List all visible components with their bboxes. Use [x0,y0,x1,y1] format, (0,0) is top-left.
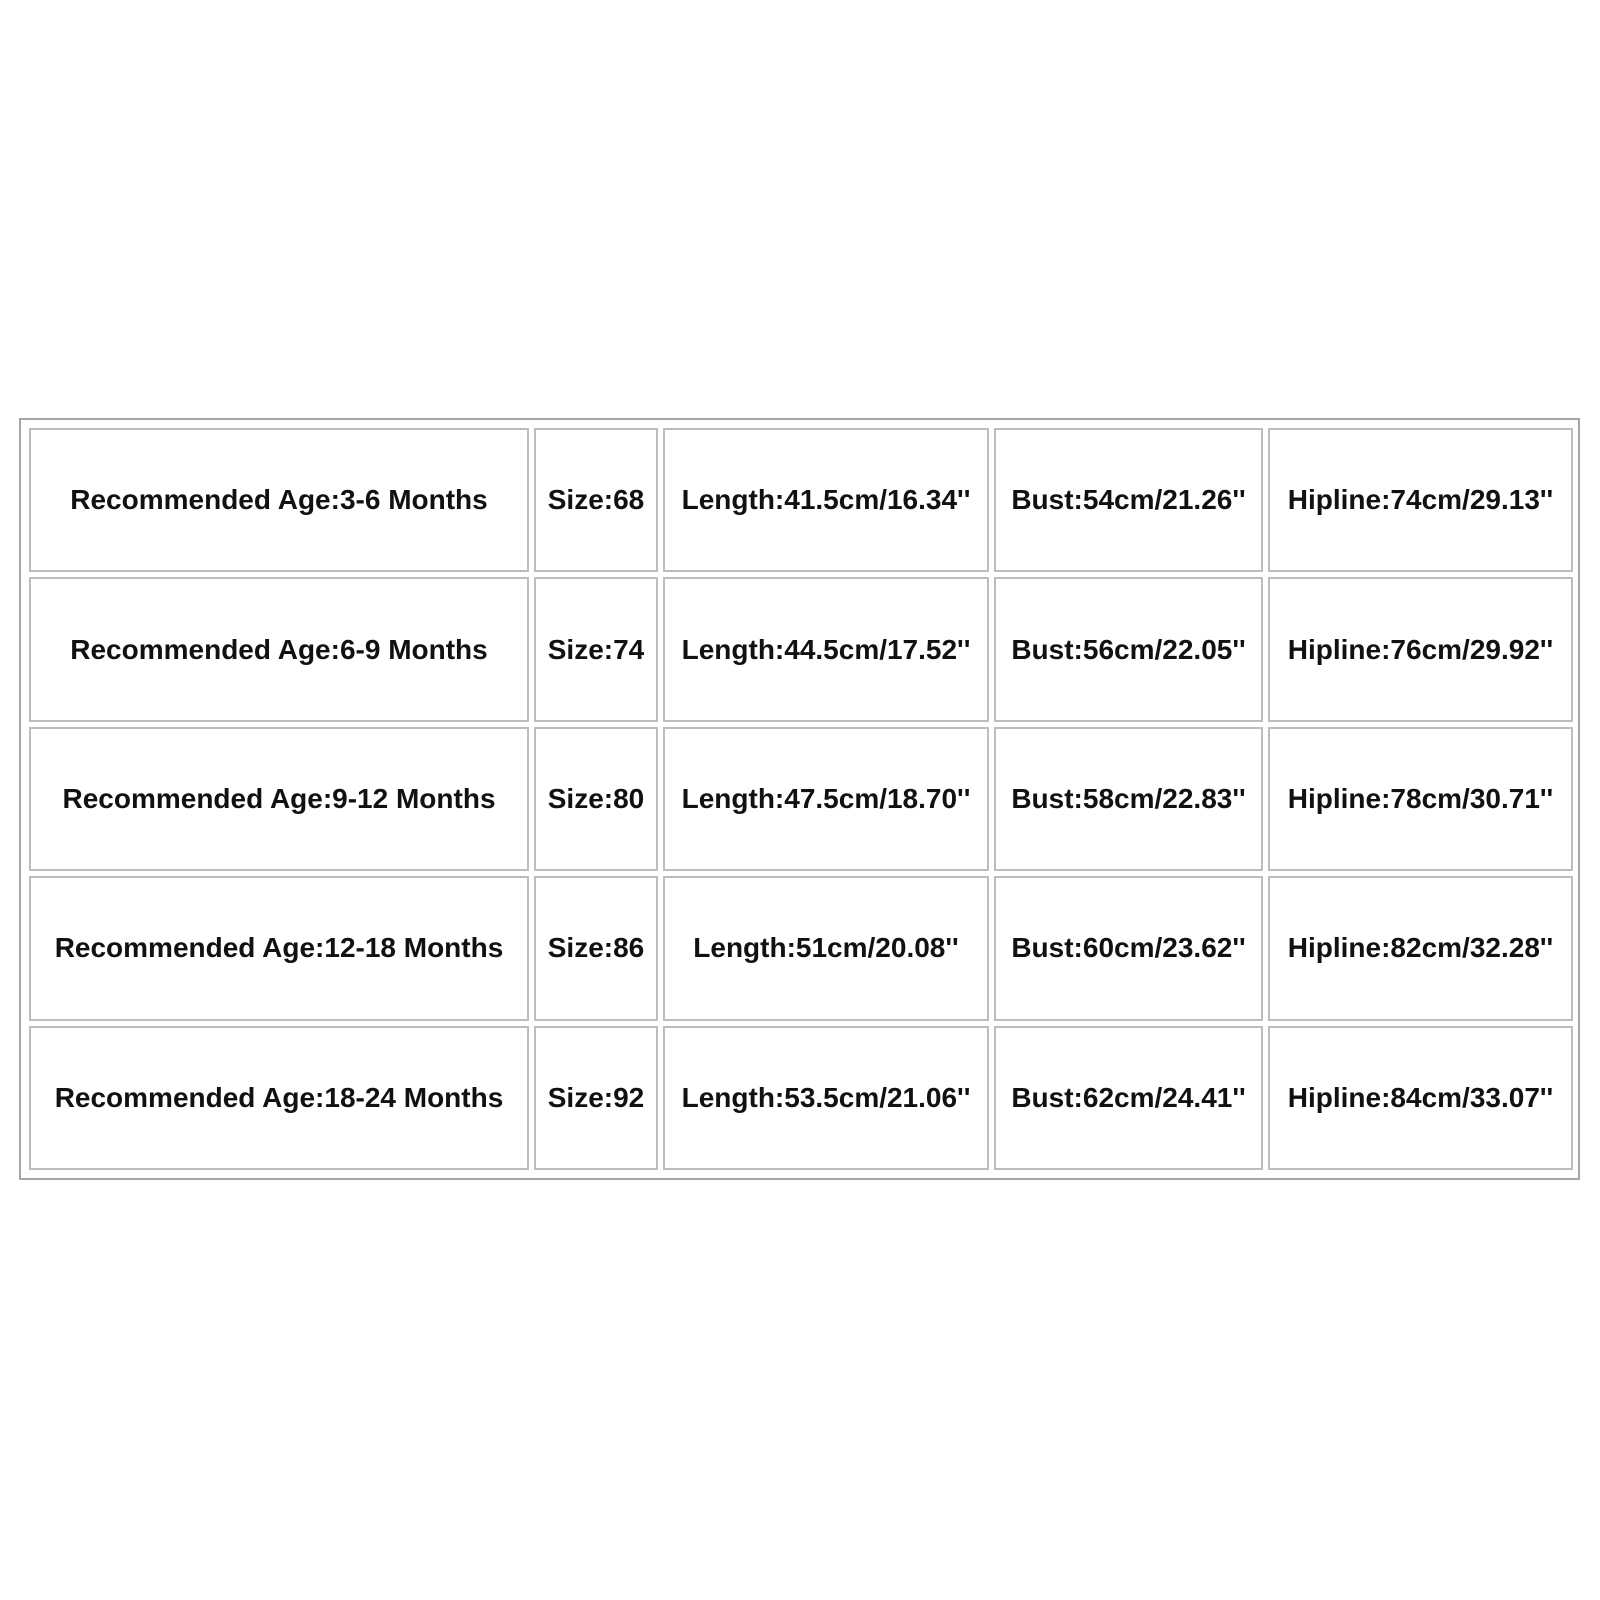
length-cell: Length:51cm/20.08'' [663,876,989,1020]
table-row [29,1026,1573,1170]
bust-cell: Bust:58cm/22.83'' [994,727,1263,871]
table-row [29,428,1573,572]
table-row [29,727,1573,871]
bust-cell: Bust:54cm/21.26'' [994,428,1263,572]
bust-cell: Bust:60cm/23.62'' [994,876,1263,1020]
length-cell: Length:53.5cm/21.06'' [663,1026,989,1170]
length-cell: Length:47.5cm/18.70'' [663,727,989,871]
bust-cell: Bust:62cm/24.41'' [994,1026,1263,1170]
size-table-grid [24,423,1578,1175]
hipline-cell: Hipline:84cm/33.07'' [1268,1026,1573,1170]
hipline-cell: Hipline:78cm/30.71'' [1268,727,1573,871]
age-cell: Recommended Age:6-9 Months [29,577,529,721]
age-cell: Recommended Age:3-6 Months [29,428,529,572]
age-cell: Recommended Age:12-18 Months [29,876,529,1020]
size-cell: Size:86 [534,876,658,1020]
bust-cell: Bust:56cm/22.05'' [994,577,1263,721]
size-chart-table [19,418,1580,1180]
table-row [29,577,1573,721]
hipline-cell: Hipline:74cm/29.13'' [1268,428,1573,572]
age-cell: Recommended Age:9-12 Months [29,727,529,871]
length-cell: Length:44.5cm/17.52'' [663,577,989,721]
hipline-cell: Hipline:76cm/29.92'' [1268,577,1573,721]
length-cell: Length:41.5cm/16.34'' [663,428,989,572]
table-row [29,876,1573,1020]
size-cell: Size:68 [534,428,658,572]
age-cell: Recommended Age:18-24 Months [29,1026,529,1170]
size-cell: Size:80 [534,727,658,871]
size-cell: Size:74 [534,577,658,721]
hipline-cell: Hipline:82cm/32.28'' [1268,876,1573,1020]
size-cell: Size:92 [534,1026,658,1170]
